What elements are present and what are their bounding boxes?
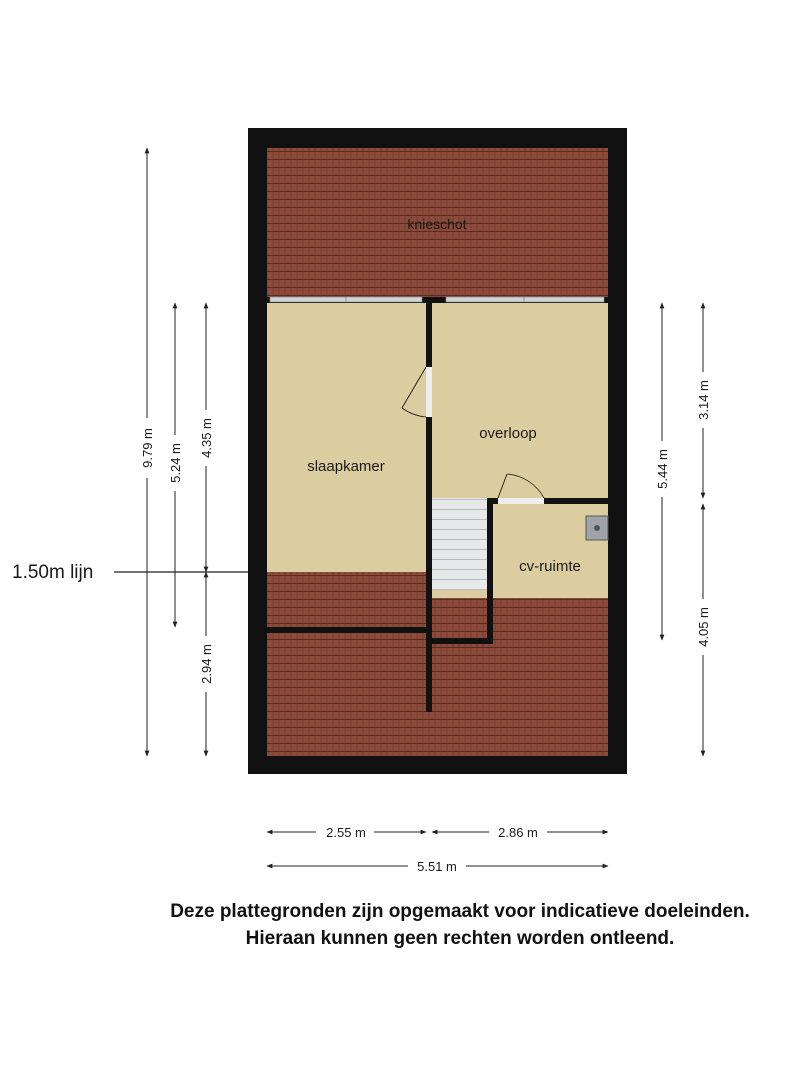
room-knieschot-label: knieschot bbox=[407, 216, 467, 232]
floor-overloop bbox=[432, 303, 608, 498]
svg-text:2.55 m: 2.55 m bbox=[326, 825, 366, 840]
wall-slaapkamer-bottom bbox=[267, 627, 429, 633]
disclaimer-line-1: Deze plattegronden zijn opgemaakt voor indicatieve doeleinden. bbox=[170, 901, 750, 922]
room-slaapkamer-label: slaapkamer bbox=[307, 458, 385, 475]
dimension-height-right-b bbox=[695, 303, 711, 498]
dimension-width-left bbox=[267, 823, 426, 841]
dimension-height-left-a bbox=[167, 303, 183, 627]
dimension-total-height bbox=[139, 148, 155, 756]
disclaimer-line-2: Hieraan kunnen geen rechten worden ontleend. bbox=[245, 928, 675, 949]
svg-text:2.86 m: 2.86 m bbox=[498, 825, 538, 840]
dimension-height-right-a bbox=[654, 303, 670, 640]
svg-text:2.94 m: 2.94 m bbox=[199, 644, 214, 684]
svg-text:3.14 m: 3.14 m bbox=[696, 380, 711, 420]
floor-slaapkamer bbox=[267, 303, 426, 572]
svg-text:5.44 m: 5.44 m bbox=[655, 449, 670, 489]
wall-stair-bottom bbox=[430, 638, 493, 644]
boiler-icon bbox=[586, 516, 608, 540]
line-150m-label: 1.50m lijn bbox=[12, 562, 94, 583]
room-cv-ruimte-label: cv-ruimte bbox=[519, 558, 581, 575]
staircase bbox=[431, 498, 487, 590]
dimension-width-right bbox=[432, 823, 608, 841]
room-overloop-label: overloop bbox=[479, 425, 537, 442]
dimension-height-left-c bbox=[198, 572, 214, 756]
svg-text:5.51 m: 5.51 m bbox=[417, 859, 457, 874]
svg-text:5.24 m: 5.24 m bbox=[168, 443, 183, 483]
svg-text:4.05 m: 4.05 m bbox=[696, 607, 711, 647]
dimension-height-right-c bbox=[695, 504, 711, 756]
roof-bottom bbox=[267, 572, 608, 756]
svg-text:4.35 m: 4.35 m bbox=[199, 418, 214, 458]
dimension-height-left-b bbox=[198, 303, 214, 572]
wall-cv-left bbox=[487, 498, 493, 644]
dimension-width-total bbox=[267, 857, 608, 875]
wall-slaapkamer-right bbox=[426, 297, 432, 712]
svg-text:9.79 m: 9.79 m bbox=[140, 428, 155, 468]
